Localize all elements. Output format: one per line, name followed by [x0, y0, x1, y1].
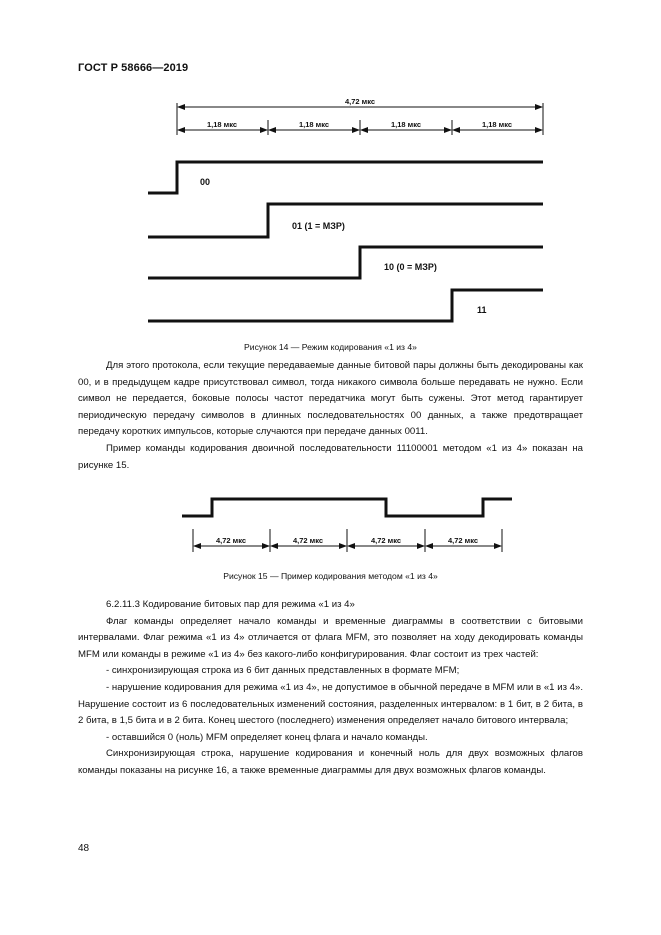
interval-label: 4,72 мкс [292, 536, 324, 545]
section-heading: 6.2.11.3 Кодирование битовых пар для режима «1 из 4» [106, 599, 355, 610]
list-item: - оставшийся 0 (ноль) MFM определяет конец флага и начало команды. [106, 731, 428, 743]
signal-label-01: 01 (1 = МЗР) [292, 221, 345, 231]
segment-duration-label: 1,18 мкс [390, 120, 422, 129]
segment-duration-label: 1,18 мкс [298, 120, 330, 129]
page-number: 48 [78, 843, 90, 854]
segment-duration-label: 1,18 мкс [481, 120, 513, 129]
paragraph: Для этого протокола, если текущие передаваемые данные битовой пары должны быть декодированы как 00, и в предыдущем кадре присутствовал символ, тогда никакого символа больше передавать не нужно. Если символ не передается, боковые полосы частот передатчика могут быть сужены. Этот метод гарантирует периодическую передачу символов в длинных последовательностях 00 данных, а также предотвращает передачу коротких импульсов, которые случаются при передаче данных 0011. [78, 360, 583, 438]
signal-label-10: 10 (0 = МЗР) [384, 262, 437, 272]
interval-label: 4,72 мкс [447, 536, 479, 545]
paragraph: Синхронизирующая строка, нарушение кодирования и конечный ноль для двух возможных флагов команды показаны на рисунке 16, а также временные диаграммы для двух возможных флагов команды. [78, 748, 583, 776]
standard-header: ГОСТ Р 58666—2019 [78, 62, 189, 74]
signal-label-11: 11 [477, 305, 487, 315]
total-duration-label: 4,72 мкс [344, 97, 376, 106]
figure-15-caption: Рисунок 15 — Пример кодирования методом «1 из 4» [223, 571, 438, 581]
body-text-block-2 [78, 597, 583, 780]
signal-label-00: 00 [200, 177, 211, 187]
list-item: - нарушение кодирования для режима «1 из 4», не допустимое в обычной передаче в MFM или в «1 из 4». Нарушение состоит из 6 последовательных изменений состояния, разделенных интервалом: в 1 бит, в 2 бита, в 2 бита, в 1,5 бита и в 2 бита. Конец шестого (последнего) изменения определяет начало битового интервала; [78, 681, 583, 727]
figure-14-caption: Рисунок 14 — Режим кодирования «1 из 4» [244, 342, 417, 352]
encoded-waveform [182, 499, 512, 516]
interval-label: 4,72 мкс [370, 536, 402, 545]
segment-duration-label: 1,18 мкс [206, 120, 238, 129]
paragraph: Флаг команды определяет начало команды и временные диаграммы в соответствии с битовыми интервалами. Флаг режима «1 из 4» отличается от флага MFM, это позволяет на ходу декодировать команды MFM или команды в режиме «1 из 4» без какого-либо конфигурирования. Флаг состоит из трех частей: [78, 615, 583, 660]
interval-label: 4,72 мкс [215, 536, 247, 545]
paragraph: Пример команды кодирования двоичной последовательности 11100001 методом «1 из 4» показан на рисунке 15. [78, 442, 583, 471]
list-item: - синхронизирующая строка из 6 бит данных представленных в формате MFM; [106, 665, 460, 677]
